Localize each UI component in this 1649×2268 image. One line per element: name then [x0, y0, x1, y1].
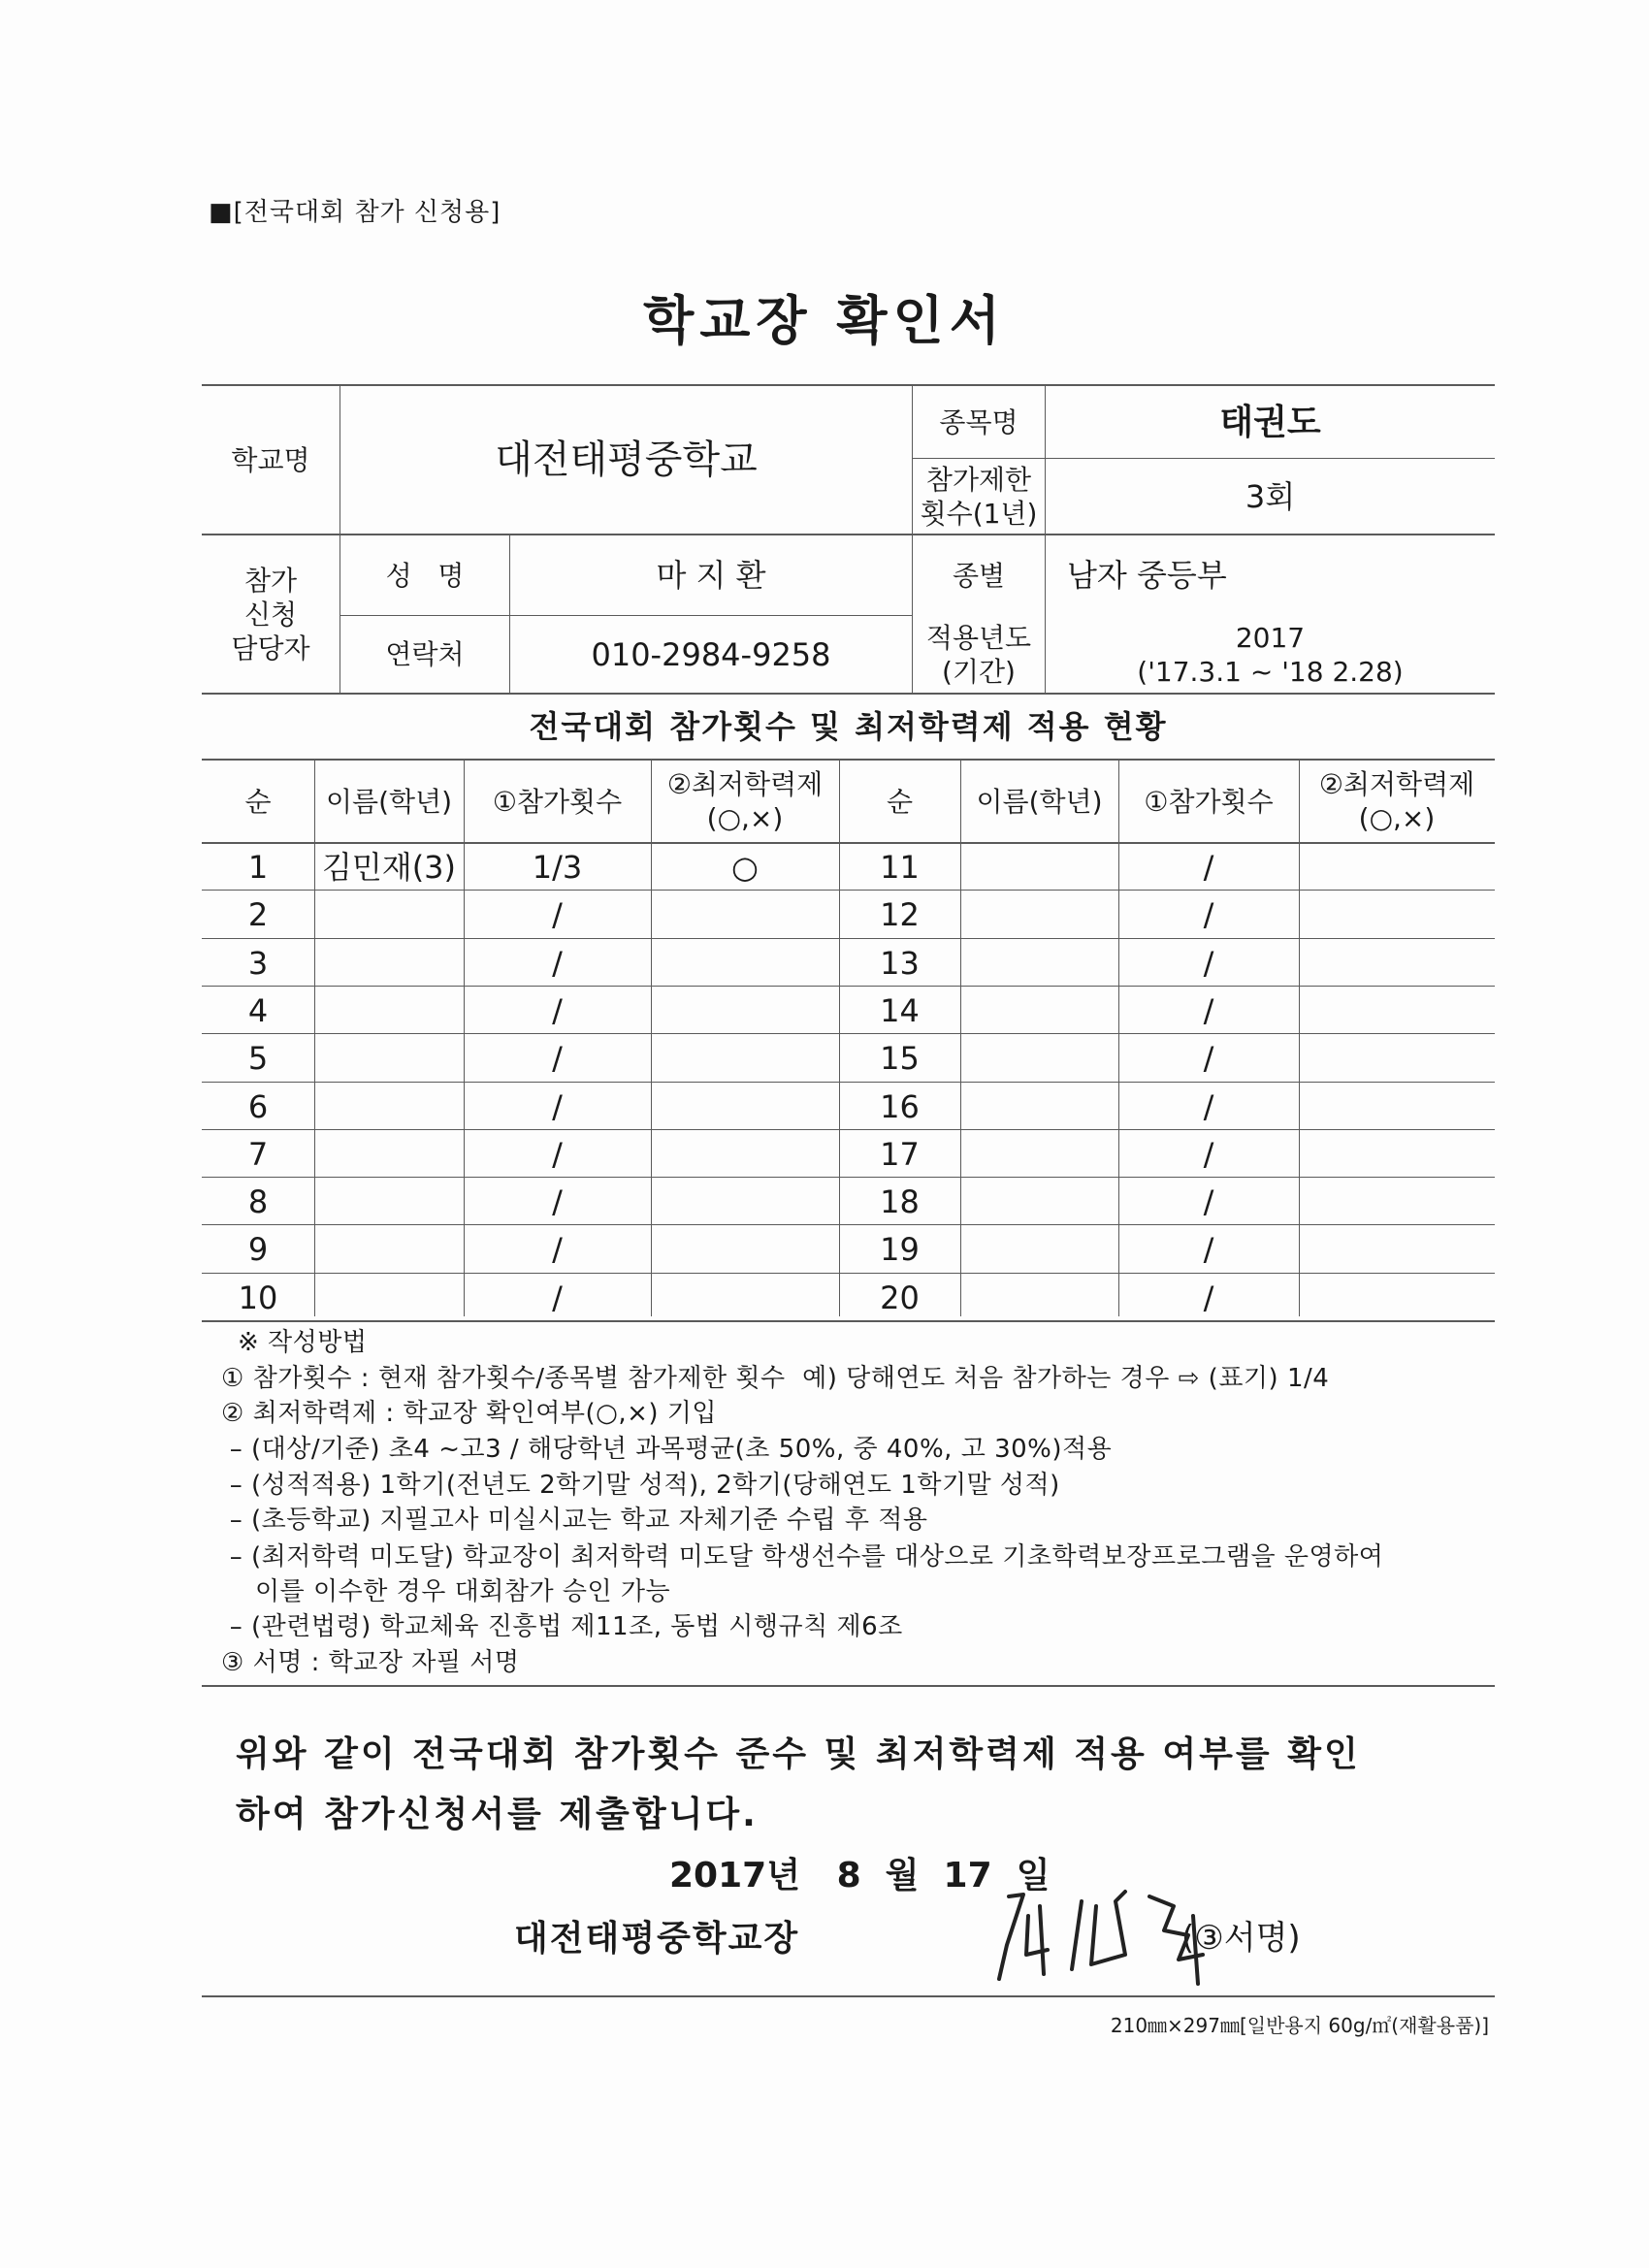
- instruction-line: – (관련법령) 학교체육 진흥법 제11조, 동법 시행규칙 제6조: [221, 1612, 903, 1641]
- status-right-min-cell: [1299, 891, 1495, 938]
- status-left-name-cell: [314, 1083, 464, 1130]
- footer-border: [202, 1995, 1495, 1997]
- year-label: [913, 616, 1045, 693]
- status-left-count-cell: /: [552, 895, 563, 933]
- status-right-min-cell: [1299, 1225, 1495, 1273]
- status-left-min-cell: ○: [731, 848, 759, 886]
- status-right-min-cell: [1299, 1034, 1495, 1082]
- status-left-name-cell: [314, 987, 464, 1034]
- status-right-count-cell: /: [1203, 848, 1214, 886]
- signature-mark: (③서명): [1181, 1919, 1301, 1958]
- status-right-name-cell: [960, 1130, 1118, 1178]
- school-label: 학교명: [231, 443, 310, 476]
- status-left-count-cell: 1/3: [532, 848, 583, 886]
- status-right-count-cell: /: [1203, 1279, 1214, 1316]
- declaration-line2: 하여 참가신청서를 제출합니다.: [236, 1795, 759, 1834]
- status-right-count-cell: /: [1203, 895, 1214, 933]
- status-left-name-cell: [314, 1225, 464, 1273]
- status-left-min-cell: [651, 1034, 839, 1082]
- status-right-no-cell: 13: [880, 944, 920, 982]
- instruction-line: – (대상/기준) 초4 ~고3 / 해당학년 과목평균(초 50%, 중 40%, 고 30%)적용: [221, 1435, 1113, 1464]
- status-left-no-cell: 4: [247, 991, 269, 1029]
- status-left-min-cell: [651, 1225, 839, 1273]
- status-right-name-cell: [960, 987, 1118, 1034]
- declaration-date: 2017년 8 월 17 일: [669, 1856, 1051, 1895]
- signature-stroke: [1026, 1906, 1048, 1974]
- status-left-no-cell: 3: [247, 944, 269, 982]
- status-left-min-cell: [651, 1083, 839, 1130]
- category-value: 남자 중등부: [1067, 557, 1227, 594]
- instructions-heading: ※ 작성방법: [238, 1328, 368, 1357]
- year-label-line2: (기간): [942, 655, 1016, 688]
- col-min-left: [651, 761, 839, 842]
- status-left-name-cell: [314, 1034, 464, 1082]
- col-min-left-line1: ②최저학력제: [666, 768, 824, 800]
- limit-label-line2: 횟수(1년): [920, 497, 1038, 530]
- instructions-bottom-border: [202, 1685, 1495, 1687]
- status-right-no-cell: 18: [880, 1183, 920, 1220]
- signature-stroke: [1193, 1916, 1198, 1984]
- school-value: 대전태평중학교: [495, 437, 758, 482]
- status-left-count-cell: /: [552, 944, 563, 982]
- status-left-count-cell: /: [552, 991, 563, 1029]
- col-name-left: 이름(학년): [325, 785, 453, 818]
- status-left-count-cell: /: [552, 1183, 563, 1220]
- contact-label: 연락처: [385, 638, 465, 670]
- principal-signature: [980, 1887, 1348, 1993]
- status-left-count-cell: /: [552, 1039, 563, 1077]
- status-right-name-cell: [960, 1083, 1118, 1130]
- year-value-line1: 2017: [1235, 621, 1306, 654]
- status-right-count-cell: /: [1203, 1135, 1214, 1173]
- status-right-count-cell: /: [1203, 991, 1214, 1029]
- declaration-line1: 위와 같이 전국대회 참가횟수 준수 및 최저학력제 적용 여부를 확인: [236, 1734, 1361, 1774]
- status-right-min-cell: [1299, 939, 1495, 987]
- status-right-count-cell: /: [1203, 1230, 1214, 1268]
- col-no-right: 순: [886, 785, 914, 818]
- status-left-min-cell: [651, 891, 839, 938]
- instruction-line: – (최저학력 미도달) 학교장이 최저학력 미도달 학생선수를 대상으로 기초학력보장프로그램을 운영하여: [221, 1542, 1384, 1571]
- status-right-name-cell: [960, 891, 1118, 938]
- status-right-name-cell: [960, 1274, 1118, 1321]
- status-left-name-cell: [314, 1178, 464, 1225]
- status-left-no-cell: 1: [247, 848, 269, 886]
- status-right-name-cell: [960, 843, 1118, 891]
- status-left-name-cell: 김민재(3): [321, 848, 457, 886]
- status-heading: 전국대회 참가횟수 및 최저학력제 적용 현황: [529, 708, 1168, 745]
- status-left-count-cell: /: [552, 1087, 563, 1125]
- instruction-line: – (성적적용) 1학기(전년도 2학기말 성적), 2학기(당해연도 1학기말 성적): [221, 1471, 1060, 1500]
- applicant-label-line3: 담당자: [231, 632, 310, 664]
- status-right-count-cell: /: [1203, 944, 1214, 982]
- sport-label: 종목명: [939, 405, 1018, 438]
- instruction-line: ② 최저학력제 : 학교장 확인여부(○,×) 기입: [221, 1399, 718, 1428]
- applicant-label-line1: 참가: [243, 564, 298, 597]
- page-title: 학교장 확인서: [643, 290, 1006, 351]
- limit-label-line1: 참가제한: [925, 463, 1032, 496]
- col-count-left: ①참가횟수: [492, 785, 623, 818]
- status-right-min-cell: [1299, 843, 1495, 891]
- name-value: 마 지 환: [656, 557, 766, 594]
- status-right-no-cell: 16: [880, 1087, 920, 1125]
- paper-spec: 210㎜×297㎜[일반용지 60g/㎡(재활용품)]: [1110, 2014, 1489, 2037]
- applicant-label: [202, 535, 340, 693]
- status-right-name-cell: [960, 1034, 1118, 1082]
- status-left-min-cell: [651, 1130, 839, 1178]
- status-left-name-cell: [314, 1130, 464, 1178]
- status-right-name-cell: [960, 1225, 1118, 1273]
- col-min-right-line2: (○,×): [1358, 802, 1436, 834]
- instruction-line: ③ 서명 : 학교장 자필 서명: [221, 1648, 520, 1677]
- status-right-min-cell: [1299, 1083, 1495, 1130]
- status-right-min-cell: [1299, 987, 1495, 1034]
- status-right-name-cell: [960, 939, 1118, 987]
- signature-stroke: [1091, 1892, 1125, 1964]
- status-right-min-cell: [1299, 1178, 1495, 1225]
- status-left-name-cell: [314, 939, 464, 987]
- status-left-name-cell: [314, 1274, 464, 1321]
- status-left-no-cell: 9: [247, 1230, 269, 1268]
- name-label: 성 명: [385, 559, 465, 592]
- col-min-right: [1299, 761, 1495, 842]
- status-left-count-cell: /: [552, 1279, 563, 1316]
- year-value: [1046, 616, 1495, 693]
- principal-name: 대전태평중학교장: [514, 1919, 800, 1959]
- status-right-count-cell: /: [1203, 1183, 1214, 1220]
- status-left-count-cell: /: [552, 1230, 563, 1268]
- status-left-count-cell: /: [552, 1135, 563, 1173]
- status-right-no-cell: 17: [880, 1135, 920, 1173]
- applicant-label-line2: 신청: [243, 598, 298, 631]
- status-right-no-cell: 20: [880, 1279, 920, 1316]
- status-left-min-cell: [651, 939, 839, 987]
- status-left-min-cell: [651, 1178, 839, 1225]
- contact-value: 010-2984-9258: [591, 635, 831, 673]
- status-right-name-cell: [960, 1178, 1118, 1225]
- status-right-no-cell: 14: [880, 991, 920, 1029]
- status-right-count-cell: /: [1203, 1039, 1214, 1077]
- year-label-line1: 적용년도: [925, 621, 1032, 654]
- instruction-line: ① 참가횟수 : 현재 참가횟수/종목별 참가제한 횟수 예) 당해연도 처음 참가하는 경우 ⇨ (표기) 1/4: [221, 1364, 1330, 1393]
- status-right-no-cell: 15: [880, 1039, 920, 1077]
- signature-stroke: [1072, 1901, 1082, 1969]
- status-right-no-cell: 11: [880, 848, 920, 886]
- col-count-right: ①참가횟수: [1144, 785, 1274, 818]
- year-value-line2: ('17.3.1 ~ '18 2.28): [1137, 655, 1404, 688]
- status-left-no-cell: 8: [247, 1183, 269, 1220]
- form-tag: ■[전국대회 참가 신청용]: [209, 198, 501, 227]
- status-right-min-cell: [1299, 1130, 1495, 1178]
- status-left-no-cell: 7: [247, 1135, 269, 1173]
- limit-value: 3회: [1245, 477, 1296, 515]
- status-left-no-cell: 5: [247, 1039, 269, 1077]
- status-left-no-cell: 10: [238, 1279, 278, 1316]
- limit-label: [913, 459, 1045, 534]
- col-min-right-line1: ②최저학력제: [1318, 768, 1475, 800]
- col-no-left: 순: [244, 785, 272, 818]
- status-right-no-cell: 19: [880, 1230, 920, 1268]
- status-left-min-cell: [651, 987, 839, 1034]
- status-left-min-cell: [651, 1274, 839, 1321]
- status-left-name-cell: [314, 891, 464, 938]
- status-right-min-cell: [1299, 1274, 1495, 1321]
- sport-value: 태권도: [1219, 402, 1321, 442]
- status-right-no-cell: 12: [880, 895, 920, 933]
- category-label: 종별: [952, 559, 1006, 592]
- col-min-left-line2: (○,×): [706, 802, 784, 834]
- signature-stroke: [999, 1895, 1023, 1979]
- instruction-line: – (초등학교) 지필고사 미실시교는 학교 자체기준 수립 후 적용: [221, 1506, 928, 1535]
- status-left-no-cell: 6: [247, 1087, 269, 1125]
- status-left-no-cell: 2: [247, 895, 269, 933]
- col-name-right: 이름(학년): [976, 785, 1103, 818]
- instruction-line: 이를 이수한 경우 대회참가 승인 가능: [221, 1577, 671, 1606]
- status-right-count-cell: /: [1203, 1087, 1214, 1125]
